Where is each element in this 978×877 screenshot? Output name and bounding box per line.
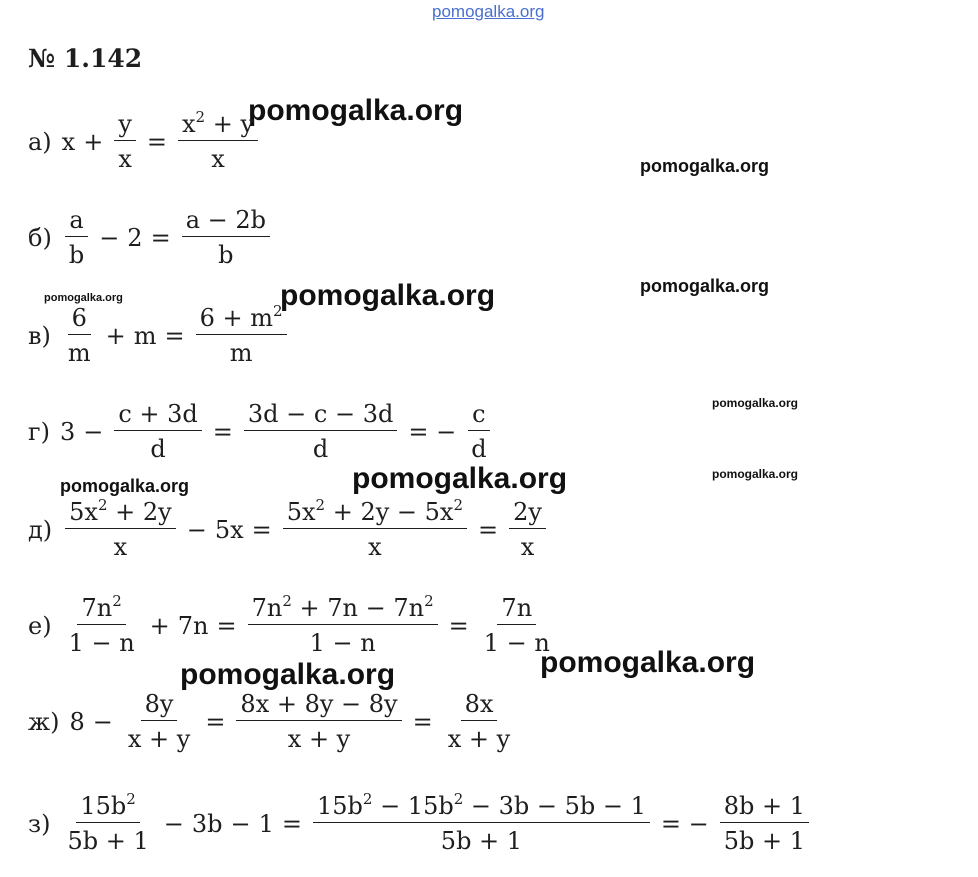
numerator-part: x: [182, 110, 196, 138]
operator: =: [251, 515, 272, 544]
denominator: 5b + 1: [440, 827, 523, 855]
item-label: а): [28, 127, 52, 156]
numerator: 2y: [509, 500, 546, 529]
exponent: 2: [195, 108, 206, 126]
exponent: 2: [315, 496, 326, 514]
fraction: [65, 592, 139, 657]
fraction: [182, 208, 270, 267]
watermark: pomogalka.org: [60, 476, 190, 496]
numerator: [178, 108, 258, 141]
numerator: [313, 790, 650, 823]
numerator: 8y: [141, 692, 178, 721]
operator: =: [150, 223, 171, 252]
item-label: д): [28, 515, 53, 544]
numerator-part: 7n: [251, 594, 283, 622]
operator: =: [205, 707, 226, 736]
numerator: [248, 592, 438, 625]
equation-z: [28, 790, 812, 855]
numerator: [196, 302, 287, 335]
fraction: [65, 496, 176, 561]
denominator: 1 − n: [483, 629, 550, 657]
exponent: 2: [453, 790, 464, 808]
denominator: 1 − n: [309, 629, 376, 657]
denominator: m: [229, 339, 253, 367]
operator: −: [163, 809, 184, 838]
operator: −: [83, 417, 104, 446]
fraction: [63, 790, 152, 855]
fraction: [720, 794, 809, 853]
equation-e: [28, 592, 557, 657]
numerator-part: + 2y: [107, 498, 172, 526]
denominator: b: [68, 241, 85, 269]
numerator-part: − 15b: [372, 792, 454, 820]
numerator-part: + y: [205, 110, 255, 138]
operator: −: [230, 809, 251, 838]
denominator: d: [471, 435, 487, 463]
operator: =: [478, 515, 499, 544]
numerator-part: + 2y − 5x: [325, 498, 454, 526]
item-label: е): [28, 611, 52, 640]
exponent: 2: [453, 496, 464, 514]
operator: =: [164, 321, 185, 350]
term: x: [61, 127, 76, 156]
denominator: x: [211, 145, 225, 173]
fraction: [114, 402, 201, 461]
denominator: d: [150, 435, 166, 463]
item-label: ж): [28, 707, 60, 736]
operator: +: [105, 321, 126, 350]
item-label: в): [28, 321, 51, 350]
operator: −: [186, 515, 207, 544]
numerator: a − 2b: [182, 208, 270, 237]
numerator: a: [65, 208, 87, 237]
numerator: [77, 592, 125, 625]
exponent: 2: [424, 592, 434, 610]
operator: =: [281, 809, 302, 838]
exponent: 2: [362, 790, 373, 808]
numerator: c + 3d: [114, 402, 201, 431]
watermark: pomogalka.org: [712, 396, 799, 410]
exponent: 2: [97, 496, 108, 514]
numerator: y: [114, 112, 136, 141]
exercise-title: № 1.142: [28, 44, 143, 73]
equation-d: [28, 496, 549, 561]
numerator-part: 5x: [69, 498, 98, 526]
fraction: [283, 496, 467, 561]
fraction: [196, 302, 287, 367]
numerator-part: 7n: [81, 594, 113, 622]
exponent: 2: [126, 790, 136, 808]
equation-g: [28, 402, 494, 461]
item-label: г): [28, 417, 50, 446]
numerator: [65, 496, 176, 529]
watermark: pomogalka.org: [712, 467, 799, 481]
watermark: pomogalka.org: [640, 276, 770, 296]
denominator: x: [118, 145, 132, 173]
fraction: [65, 208, 88, 267]
fraction: [444, 692, 514, 751]
fraction: [467, 402, 490, 461]
term: 8: [69, 707, 85, 736]
equation-zh: [28, 692, 517, 751]
exponent: 2: [273, 302, 283, 320]
numerator: 8x + 8y − 8y: [236, 692, 401, 721]
fraction: [244, 402, 397, 461]
numerator: 3d − c − 3d: [244, 402, 397, 431]
item-label: з): [28, 809, 51, 838]
fraction: [509, 500, 546, 559]
fraction: [313, 790, 650, 855]
numerator: 8x: [461, 692, 498, 721]
numerator: 6: [68, 306, 91, 335]
operator: −: [99, 223, 120, 252]
equation-b: [28, 208, 273, 267]
denominator: b: [218, 241, 234, 269]
numerator: 7n: [497, 596, 536, 625]
equation-a: [28, 108, 261, 173]
numerator-part: 15b: [316, 792, 363, 820]
denominator: x + y: [447, 725, 511, 753]
watermark: pomogalka.org: [540, 646, 756, 679]
term: 3: [59, 417, 76, 446]
operator: =: [212, 417, 233, 446]
numerator-part: − 3b − 5b − 1: [463, 792, 646, 820]
numerator: c: [468, 402, 489, 431]
operator: =: [216, 611, 237, 640]
denominator: 1 − n: [68, 629, 135, 657]
term: 3b: [191, 809, 223, 838]
denominator: x: [520, 533, 535, 561]
denominator: 5b + 1: [67, 827, 149, 855]
fraction: [480, 596, 554, 655]
term: 5x: [214, 515, 244, 544]
watermark: pomogalka.org: [352, 462, 568, 495]
exponent: 2: [282, 592, 292, 610]
term: 2: [127, 223, 143, 252]
watermark: pomogalka.org: [280, 279, 496, 312]
denominator: m: [67, 339, 91, 367]
operator: +: [149, 611, 170, 640]
term: 1: [258, 809, 274, 838]
numerator: [283, 496, 467, 529]
watermark: pomogalka.org: [180, 658, 396, 691]
denominator: x: [368, 533, 382, 561]
watermark: pomogalka.org: [44, 292, 123, 304]
numerator-part: 6 + m: [199, 304, 274, 332]
fraction: [64, 306, 95, 365]
operator: +: [83, 127, 104, 156]
denominator: x + y: [127, 725, 191, 753]
operator: = −: [408, 417, 457, 446]
numerator-part: 5x: [286, 498, 316, 526]
denominator: x + y: [287, 725, 351, 753]
fraction: [248, 592, 438, 657]
denominator: d: [312, 435, 329, 463]
operator: = −: [660, 809, 709, 838]
fraction: [114, 112, 136, 171]
operator: =: [146, 127, 167, 156]
exponent: 2: [112, 592, 122, 610]
operator: =: [412, 707, 433, 736]
term: m: [133, 321, 157, 350]
watermark: pomogalka.org: [640, 156, 770, 176]
numerator: [76, 790, 139, 823]
watermark-top-link[interactable]: pomogalka.org: [432, 2, 545, 21]
fraction: [236, 692, 401, 751]
numerator-part: 15b: [80, 792, 127, 820]
numerator: 8b + 1: [720, 794, 809, 823]
fraction: [178, 108, 258, 173]
item-label: б): [28, 223, 52, 252]
numerator-part: + 7n − 7n: [291, 594, 425, 622]
operator: =: [448, 611, 469, 640]
term: 7n: [177, 611, 209, 640]
fraction: [124, 692, 194, 751]
operator: −: [92, 707, 113, 736]
denominator: x: [113, 533, 128, 561]
watermark: pomogalka.org: [248, 94, 464, 127]
equation-v: [28, 302, 290, 367]
denominator: 5b + 1: [723, 827, 806, 855]
